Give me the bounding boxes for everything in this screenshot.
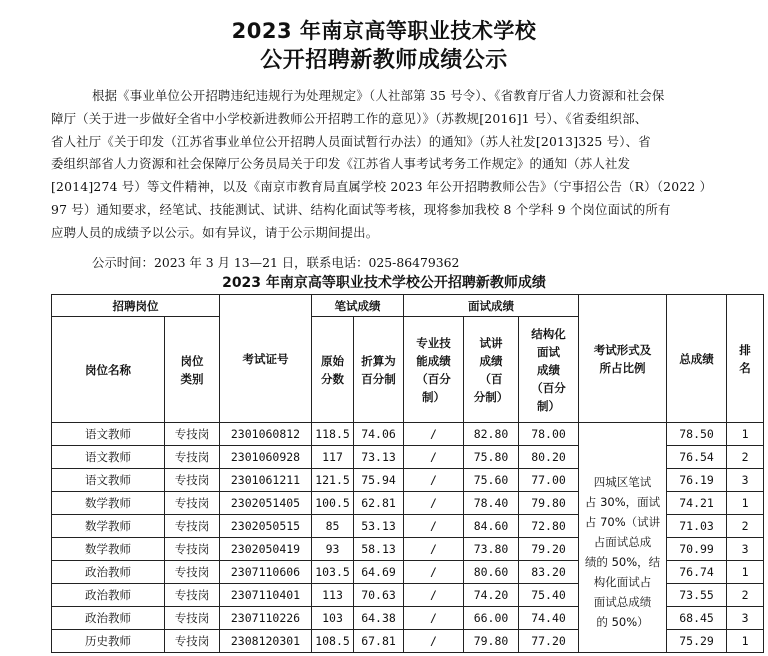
cell-converted-score: 64.69	[354, 561, 404, 584]
cell-converted-score: 75.94	[354, 469, 404, 492]
cell-total-score: 78.50	[667, 423, 727, 446]
cell-position-type: 专技岗	[165, 446, 220, 469]
cell-position-name: 数学教师	[52, 492, 165, 515]
cell-rank: 2	[727, 584, 764, 607]
cell-position-type: 专技岗	[165, 515, 220, 538]
cell-skill-score: /	[404, 446, 464, 469]
cell-structured-score: 79.80	[519, 492, 579, 515]
cell-skill-score: /	[404, 630, 464, 653]
cell-total-score: 68.45	[667, 607, 727, 630]
intro-paragraph	[51, 85, 732, 245]
cell-raw-score: 103.5	[312, 561, 354, 584]
cell-converted-score: 70.63	[354, 584, 404, 607]
cell-lecture-score: 66.00	[464, 607, 519, 630]
header-position-type: 岗位 类别	[165, 317, 220, 423]
cell-skill-score: /	[404, 515, 464, 538]
cell-rank: 3	[727, 607, 764, 630]
cell-position-name: 历史教师	[52, 630, 165, 653]
header-skill-score: 专业技 能成绩 （百分 制）	[404, 317, 464, 423]
cell-exam-id: 2302050419	[220, 538, 312, 561]
cell-rank: 3	[727, 538, 764, 561]
cell-converted-score: 64.38	[354, 607, 404, 630]
cell-structured-score: 77.00	[519, 469, 579, 492]
header-structured-score: 结构化 面试 成绩 （百分 制）	[519, 317, 579, 423]
intro-line: [2014]274 号）等文件精神，以及《南京市教育局直属学校 2023 年公开招聘教师公告》（宁事招公告（R）（2022 ）	[51, 179, 713, 195]
cell-position-name: 语文教师	[52, 469, 165, 492]
cell-exam-id: 2301060812	[220, 423, 312, 446]
cell-converted-score: 53.13	[354, 515, 404, 538]
cell-position-type: 专技岗	[165, 630, 220, 653]
cell-raw-score: 103	[312, 607, 354, 630]
cell-converted-score: 73.13	[354, 446, 404, 469]
cell-lecture-score: 74.20	[464, 584, 519, 607]
cell-structured-score: 77.20	[519, 630, 579, 653]
cell-exam-id: 2307110401	[220, 584, 312, 607]
cell-raw-score: 113	[312, 584, 354, 607]
cell-skill-score: /	[404, 469, 464, 492]
cell-lecture-score: 73.80	[464, 538, 519, 561]
page-title-line2: 公开招聘新教师成绩公示	[260, 48, 508, 73]
cell-converted-score: 58.13	[354, 538, 404, 561]
cell-position-type: 专技岗	[165, 607, 220, 630]
cell-raw-score: 118.5	[312, 423, 354, 446]
cell-structured-score: 72.80	[519, 515, 579, 538]
cell-exam-id: 2301060928	[220, 446, 312, 469]
header-position-name: 岗位名称	[52, 317, 165, 423]
cell-position-type: 专技岗	[165, 469, 220, 492]
cell-exam-id: 2307110226	[220, 607, 312, 630]
cell-total-score: 76.19	[667, 469, 727, 492]
cell-structured-score: 79.20	[519, 538, 579, 561]
cell-raw-score: 121.5	[312, 469, 354, 492]
cell-raw-score: 93	[312, 538, 354, 561]
cell-rank: 2	[727, 515, 764, 538]
cell-structured-score: 78.00	[519, 423, 579, 446]
header-exam-form: 考试形式及 所占比例	[579, 295, 667, 423]
cell-position-type: 专技岗	[165, 561, 220, 584]
cell-skill-score: /	[404, 584, 464, 607]
header-group-interview: 面试成绩	[404, 295, 579, 317]
cell-position-type: 专技岗	[165, 492, 220, 515]
cell-converted-score: 67.81	[354, 630, 404, 653]
cell-lecture-score: 80.60	[464, 561, 519, 584]
cell-rank: 3	[727, 469, 764, 492]
cell-structured-score: 80.20	[519, 446, 579, 469]
cell-structured-score: 75.40	[519, 584, 579, 607]
intro-line: 障厅（关于进一步做好全省中小学校新进教师公开招聘工作的意见）》（苏教规[2016]1 号）、《省委组织部、	[51, 110, 648, 126]
cell-converted-score: 62.81	[354, 492, 404, 515]
cell-raw-score: 85	[312, 515, 354, 538]
score-table	[51, 294, 764, 653]
cell-converted-score: 74.06	[354, 423, 404, 446]
cell-raw-score: 108.5	[312, 630, 354, 653]
cell-total-score: 70.99	[667, 538, 727, 561]
cell-skill-score: /	[404, 561, 464, 584]
header-raw-score: 原始 分数	[312, 317, 354, 423]
cell-skill-score: /	[404, 607, 464, 630]
cell-exam-id: 2307110606	[220, 561, 312, 584]
cell-total-score: 71.03	[667, 515, 727, 538]
cell-total-score: 74.21	[667, 492, 727, 515]
cell-lecture-score: 84.60	[464, 515, 519, 538]
cell-rank: 1	[727, 630, 764, 653]
publish-time: 公示时间：2023 年 3 月 13—21 日，联系电话：025-86479362	[92, 255, 460, 270]
cell-rank: 2	[727, 446, 764, 469]
cell-exam-id: 2308120301	[220, 630, 312, 653]
cell-skill-score: /	[404, 538, 464, 561]
cell-position-name: 语文教师	[52, 446, 165, 469]
cell-position-name: 政治教师	[52, 584, 165, 607]
cell-lecture-score: 78.40	[464, 492, 519, 515]
cell-lecture-score: 82.80	[464, 423, 519, 446]
cell-exam-id: 2302051405	[220, 492, 312, 515]
header-group-written: 笔试成绩	[312, 295, 404, 317]
cell-position-type: 专技岗	[165, 423, 220, 446]
cell-rank: 1	[727, 561, 764, 584]
intro-line: 97 号）通知要求，经笔试、技能测试、试讲、结构化面试等考核，现将参加我校 8 个学科 9 个岗位面试的所有	[51, 201, 671, 217]
cell-total-score: 76.74	[667, 561, 727, 584]
header-lecture-score: 试讲 成绩 （百 分制）	[464, 317, 519, 423]
cell-position-name: 数学教师	[52, 538, 165, 561]
cell-skill-score: /	[404, 423, 464, 446]
header-total: 总成绩	[667, 295, 727, 423]
cell-rank: 1	[727, 423, 764, 446]
intro-line: 应聘人员的成绩予以公示。如有异议，请于公示期间提出。	[51, 224, 379, 240]
cell-lecture-score: 75.80	[464, 446, 519, 469]
cell-structured-score: 74.40	[519, 607, 579, 630]
intro-line: 委组织部省人力资源和社会保障厅公务员局关于印发《江苏省人事考试考务工作规定》的通知（苏人社发	[51, 156, 631, 172]
intro-line: 根据《事业单位公开招聘违纪违规行为处理规定》（人社部第 35 号令）、《省教育厅省人力资源和社会保	[92, 88, 665, 103]
cell-position-name: 数学教师	[52, 515, 165, 538]
cell-lecture-score: 79.80	[464, 630, 519, 653]
cell-exam-id: 2302050515	[220, 515, 312, 538]
cell-rank: 1	[727, 492, 764, 515]
page-title-line1: 2023 年南京高等职业技术学校	[231, 19, 537, 43]
cell-lecture-score: 75.60	[464, 469, 519, 492]
cell-total-score: 76.54	[667, 446, 727, 469]
cell-position-name: 语文教师	[52, 423, 165, 446]
cell-skill-score: /	[404, 492, 464, 515]
cell-position-type: 专技岗	[165, 584, 220, 607]
cell-position-type: 专技岗	[165, 538, 220, 561]
table-title: 2023 年南京高等职业技术学校公开招聘新教师成绩	[222, 275, 546, 291]
cell-raw-score: 117	[312, 446, 354, 469]
cell-position-name: 政治教师	[52, 561, 165, 584]
cell-total-score: 75.29	[667, 630, 727, 653]
header-converted-score: 折算为 百分制	[354, 317, 404, 423]
cell-structured-score: 83.20	[519, 561, 579, 584]
header-group-position: 招聘岗位	[52, 295, 220, 317]
intro-line: 省人社厅《关于印发（江苏省事业单位公开招聘人员面试暂行办法）的通知》（苏人社发[2013]325 号）、省	[51, 133, 651, 149]
header-exam-id: 考试证号	[220, 295, 312, 423]
table-row	[52, 423, 764, 446]
cell-exam-id: 2301061211	[220, 469, 312, 492]
exam-form-note: 四城区笔试 占 30%，面试 占 70%（试讲 占面试总成 绩的 50%，结 构化面试占 面试总成绩 的 50%）	[579, 423, 667, 653]
header-rank: 排 名	[727, 295, 764, 423]
cell-total-score: 73.55	[667, 584, 727, 607]
cell-raw-score: 100.5	[312, 492, 354, 515]
cell-position-name: 政治教师	[52, 607, 165, 630]
